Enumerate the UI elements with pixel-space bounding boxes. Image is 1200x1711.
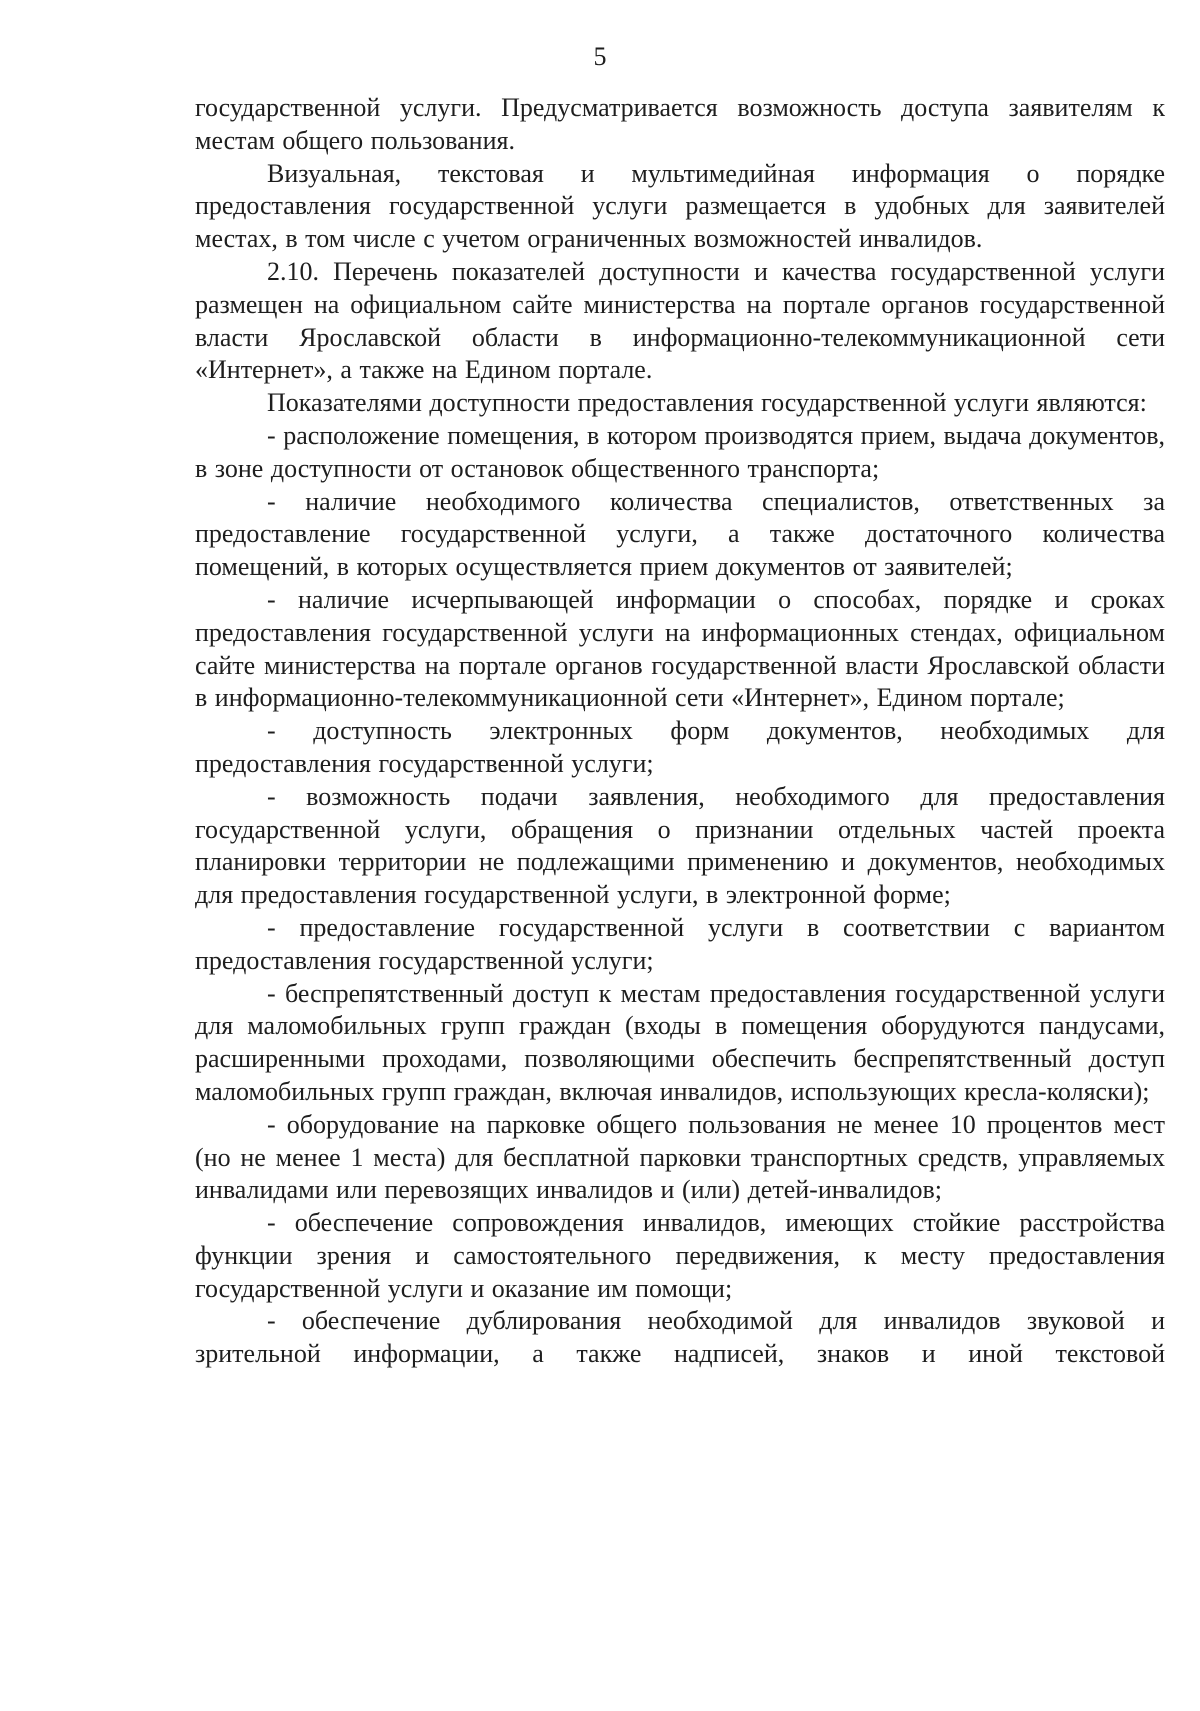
list-item-electronic-forms: - доступность электронных форм документов, необходимых для предоставления государственной услуги; — [195, 716, 1165, 778]
list-item-location: - расположение помещения, в котором производятся прием, выдача документов, в зоне доступности от остановок общественного транспорта; — [195, 420, 1165, 483]
list-item-information: - наличие исчерпывающей информации о способах, порядке и сроках предоставления государственной услуги на информационных стендах, официальном сайте министерства на портале органов государственной власти Ярославской области в информационно-телекоммуникационной сети «Интернет», Едином портале; — [195, 584, 1165, 713]
page-number: 5 — [593, 42, 607, 71]
paragraph-section-2-10: 2.10. Перечень показателей доступности и качества государственной услуги размещен на официальном сайте министерства на портале органов государственной власти Ярославской области в информационно-телекоммуникационной сети «Интернет», а также на Едином портале. — [195, 256, 1165, 385]
list-item-specialists: - наличие необходимого количества специалистов, ответственных за предоставление государственной услуги, а также достаточного количества помещений, в которых осуществляется прием документов от заявителей; — [195, 486, 1165, 582]
list-item-parking: - оборудование на парковке общего пользования не менее 10 процентов мест (но не менее 1 места) для бесплатной парковки транспортных средств, управляемых инвалидами или перевозящих инвалидов и (или) детей-инвалидов; — [195, 1109, 1165, 1205]
list-item-accessibility: - беспрепятственный доступ к местам предоставления государственной услуги для маломобильных групп граждан (входы в помещения оборудуются пандусами, расширенными проходами, позволяющими обеспечить беспрепятственный доступ маломобильных групп граждан, включая инвалидов, использующих кресла-коляски); — [195, 978, 1165, 1106]
paragraph-continuation: государственной услуги. Предусматривается возможность доступа заявителям к местам общего пользования. — [195, 93, 1165, 155]
document-body — [195, 92, 1165, 1371]
paragraph-indicators-intro: Показателями доступности предоставления государственной услуги являются: — [267, 388, 1147, 418]
list-item-service-variant: - предоставление государственной услуги в соответствии с вариантом предоставления государственной услуги; — [195, 912, 1165, 975]
list-item-escort: - обеспечение сопровождения инвалидов, имеющих стойкие расстройства функции зрения и самостоятельного передвижения, к месту предоставления государственной услуги и оказание им помощи; — [195, 1208, 1165, 1303]
paragraph-visual-info: Визуальная, текстовая и мультимедийная информация о порядке предоставления государственной услуги размещается в удобных для заявителей местах, в том числе с учетом ограниченных возможностей инвалидов. — [195, 158, 1165, 254]
list-item-duplication: - обеспечение дублирования необходимой для инвалидов звуковой и зрительной информации, а также надписей, знаков и иной текстовой — [195, 1306, 1165, 1369]
list-item-electronic-submission: - возможность подачи заявления, необходимого для предоставления государственной услуги, обращения о признании отдельных частей проекта планировки территории не подлежащими применению и документов, необходимых для предоставления государственной услуги, в электронной форме; — [195, 781, 1165, 910]
